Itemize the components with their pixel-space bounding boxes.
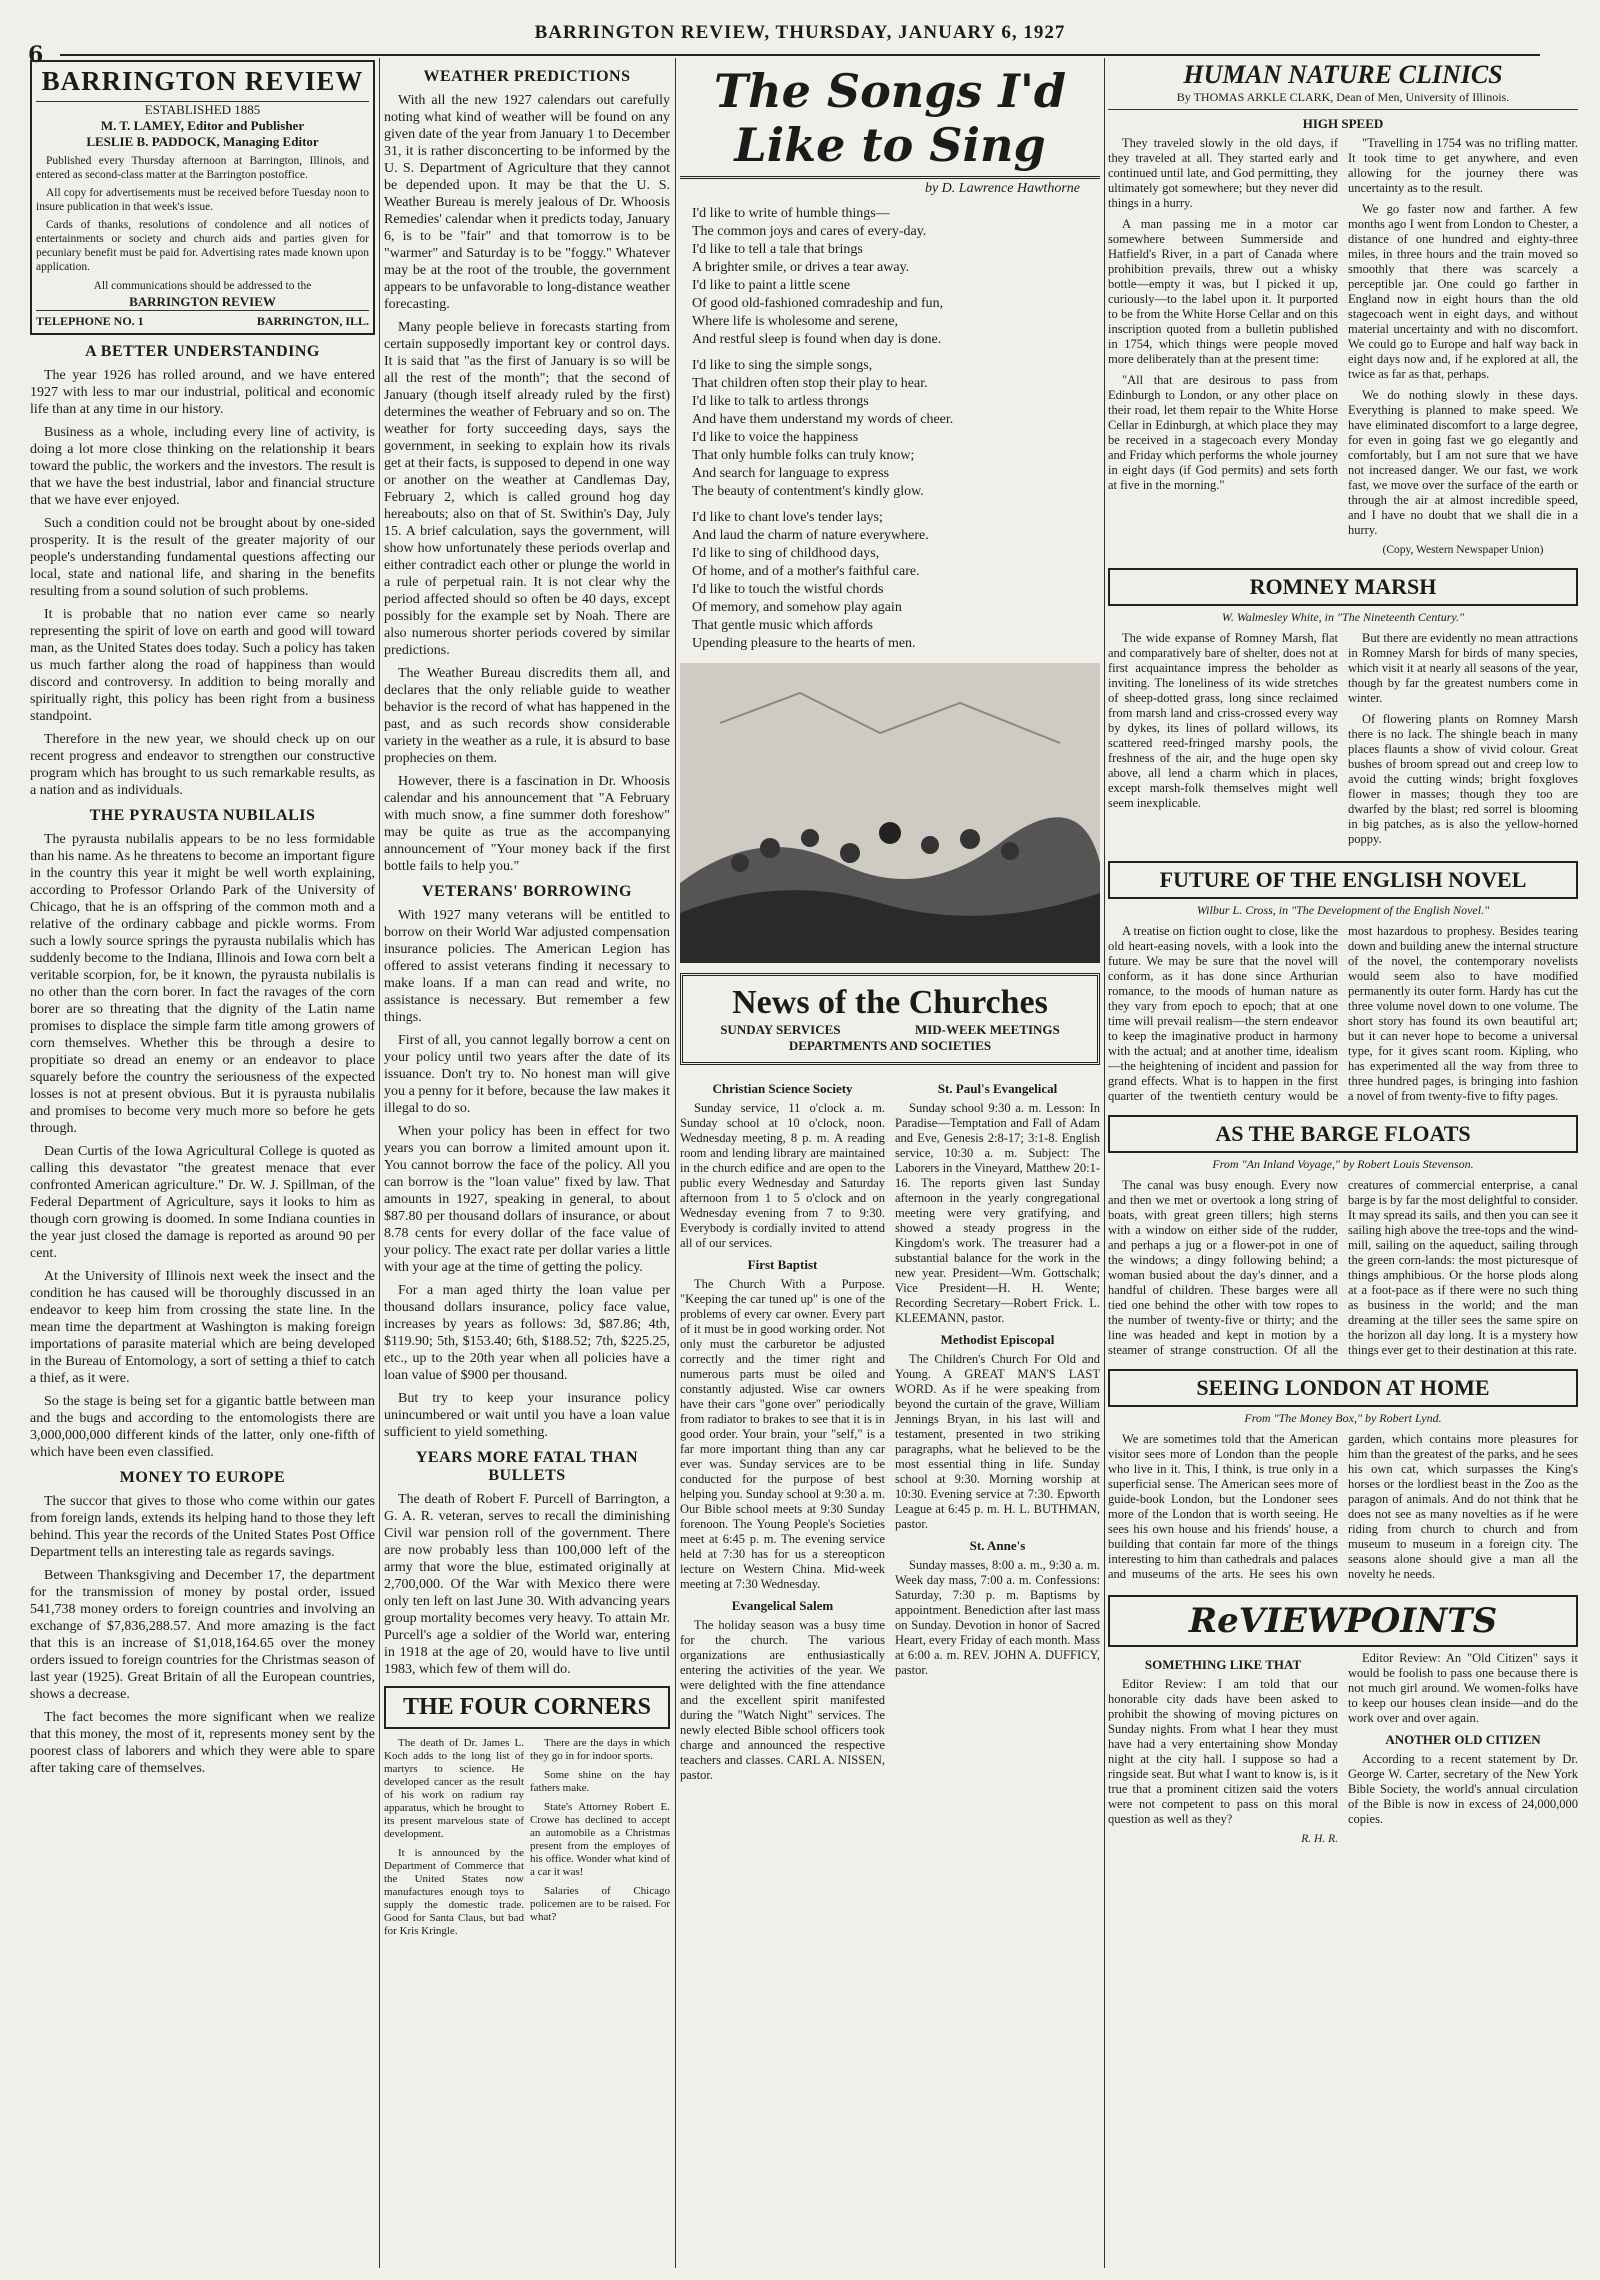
paragraph: A treatise on fiction ought to close, like the old heart-easing novels, with a look into the future. We may be sure that the novel will conform, as it has done since Arthurian romance, to the moods of human nature as they vary from epoch to epoch; that at one time will prevail realism—the stern endeavor to keep the imaginative product in harmony with the actual; and at another time, idealism—the heightening of incident and passion for grand effects. What is to happen in the first quarter of the twentieth century would be most hazardous to prophesy. Besides tearing down and building anew the internal structure of the novel, the contemporary novelists would seem also to have modified permanently its outer form. Hardy has cut the three volume novel down to one volume. The short story has found its own beautiful art; but it can never hope to become a universal type, for it gives scant room. Kipling, who has experimented all the way from three to three hundred pages, is bringing into fashion a novel of from twenty-five to fifty pages. <box>1108 924 1578 1103</box>
paragraph: The succor that gives to those who come within our gates from foreign lands, extends its helping hand to those they left behind. This year the records of the United States Post Office Department tells an interesting tale as regards savings. <box>30 1494 375 1560</box>
money-to-europe-article <box>30 1493 375 1777</box>
songs-title: The Songs I'd Like to Sing <box>680 60 1100 179</box>
column-rule <box>675 58 676 2268</box>
paragraph: There are the days in which they go in for indoor sports. <box>530 1737 670 1762</box>
paragraph: "All that are desirous to pass from Edinburgh to London, or any other place on their road, let them repair to the White Horse Cellar in Edinburgh, at which place they may be received in a stagecoach every Monday and Friday which performs the whole journey in eight days (if God permits) and sets forth at five in the morning." <box>1108 373 1338 492</box>
poem-line: I'd like to chant love's tender lays; <box>692 510 883 525</box>
paragraph: It is probable that no nation ever came so nearly representing the spirit of love on earth and good will toward man, as the United States does today. Such a policy has taken us much farther along the road of happiness than would discord and controversy. In addition to being morally and spiritually right, this policy has been right from a business standpoint. <box>30 607 375 724</box>
poem <box>680 205 1100 653</box>
editor-line: M. T. LAMEY, Editor and Publisher <box>100 118 305 133</box>
mid-week-label: MID-WEEK MEETINGS <box>914 1022 1060 1037</box>
column-4 <box>1108 60 1578 2270</box>
barge-source: From "An Inland Voyage," by Robert Louis Stevenson. <box>1212 1157 1474 1171</box>
news-subtitles <box>683 1022 1097 1038</box>
pyrausta-title: THE PYRAUSTA NUBILALIS <box>89 807 316 824</box>
better-understanding-title: A BETTER UNDERSTANDING <box>85 343 320 360</box>
publication-notice: Published every Thursday afternoon at Barrington, Illinois, and entered as second-class matter at the Barrington postoffice. <box>36 155 369 181</box>
stanza <box>680 509 1100 653</box>
novel-article <box>1108 924 1578 1107</box>
songs-byline: by D. Lawrence Hawthorne <box>924 181 1080 196</box>
four-corners-items <box>384 1737 670 1944</box>
church-heading: Evangelical Salem <box>731 1598 834 1613</box>
paragraph: However, there is a fascination in Dr. Whoosis calendar and his announcement that "A February with much snow, a fine summer doth foreshow" may be quite as true as the accompanying announcement of "Your money back if the first bottle fails to help you." <box>384 774 670 874</box>
barge-article <box>1108 1178 1578 1361</box>
poem-line: I'd like to talk to artless throngs <box>692 394 869 409</box>
poem-line: I'd like to sing of childhood days, <box>692 546 880 561</box>
church-text: Sunday school 9:30 a. m. Lesson: In Paradise—Temptation and Fall of Adam and Eve, Genesis 2:8-17; 3:1-8. English service, 10:30 a. m. Subject: The Laborers in the Vineyard, Matthew 20:1-16. The reports given last Sunday afternoon in the yearly congregational meeting were very gratifying, and showed a steady progress in the Kingdom's work. The treasurer had a substantial balance for the work in the new year. President—Wm. Gottschalk; Vice President—H. H. Wente; Recording Secretary—Robert Frick. L. KLEEMANN, pastor. <box>895 1101 1100 1325</box>
paragraph: The wide expanse of Romney Marsh, flat and comparatively bare of shelter, does not at first acquaintance impress the beholder as inviting. The loneliness of its wide stretches of sheep-dotted grass, long since reclaimed from marsh land and criss-crossed every way by dykes, its lines of pollard willows, its scattered reed-fringed marshy pools, the freshness of the air, and the huge open sky above, all lend a charm which in places, except marsh-folk themselves might well seem inexplicable. <box>1108 631 1338 810</box>
church-notices <box>680 1075 1100 1789</box>
letter-heading: SOMETHING LIKE THAT <box>1144 1657 1302 1672</box>
managing-editor-line: LESLIE B. PADDOCK, Managing Editor <box>86 134 319 149</box>
poem-line: Of memory, and somehow play again <box>692 600 902 615</box>
church-text: The Children's Church For Old and Young. A GREAT MAN'S LAST WORD. As if he were speaking from beyond the curtain of the grave, William Jennings Bryan, in his last will and testament, presented in two striking paragraphs, what he believed to be the most essential thing in life. Sunday school at 9:30. Morning worship at 10:30. Evening service at 7:30. Epworth League at 6:45 p. m. H. L. BUTHMAN, pastor. <box>895 1352 1100 1531</box>
running-head: BARRINGTON REVIEW, THURSDAY, JANUARY 6, 1927 <box>534 22 1066 43</box>
church-heading: St. Anne's <box>969 1538 1026 1553</box>
paragraph: At the University of Illinois next week the insect and the condition he has caused will be thoroughly discussed in an endeavor to keep him from crossing the state line. In the mean time the department at Washington is making foreign importations of parasite material which are being developed in the Bureau of Entomology, a sort of setting a thief to catch a thief, as it were. <box>30 1269 375 1386</box>
telephone: TELEPHONE NO. 1 <box>36 314 144 328</box>
church-notices-right <box>895 1075 1100 1789</box>
paragraph: Therefore in the new year, we should check up on our recent progress and endeavor to strengthen our constructive program which has brought to us such remarkable results, as a nation and as individuals. <box>30 732 375 798</box>
page-number: 6 <box>28 42 44 68</box>
high-speed-article <box>1108 136 1578 560</box>
romney-source: W. Walmesley White, in "The Nineteenth Century." <box>1221 610 1465 624</box>
church-heading: Methodist Episcopal <box>940 1332 1055 1347</box>
poem-line: Upending pleasure to the hearts of men. <box>692 636 916 651</box>
paragraph: The death of Robert F. Purcell of Barrington, a G. A. R. veteran, serves to recall the diminishing Civil war pension roll of the government. There are now probably less than 100,000 left of the army that wore the blue, estimated originally at 2,700,000. Of the War with Mexico there were only ten left on last June 30. With advancing years group mortality becomes very heavy. To attain Mr. Purcell's age a soldier of the World war, entering in 1918 at the age of 20, would have to live until 1983, which few of them will do. <box>384 1492 670 1677</box>
masthead-title: BARRINGTON REVIEW <box>36 66 369 102</box>
poem-line: I'd like to write of humble things— <box>692 206 890 221</box>
church-heading: St. Paul's Evangelical <box>937 1081 1058 1096</box>
four-corners-title: THE FOUR CORNERS <box>384 1686 670 1729</box>
paragraph: The canal was busy enough. Every now and then we met or overtook a long string of boats, with great green tillers; high sterns with a window on either side of the rudder, and perhaps a jug or a flower-pot in one of the windows; a dingy following behind; a woman busied about the day's dinner, and a handful of children. These barges were all tied one behind the other with tow ropes to the number of twenty-five or thirty; and the line was headed and kept in motion by a steamer of strange construction. Of all the creatures of commercial enterprise, a canal barge is by far the most delightful to consider. It may spread its sails, and then you can see it sailing high above the tree-tops and the wind-mill, sailing on the aqueduct, sailing through the green corn-lands: the most picturesque of things amphibious. Or the horse plods along at a foot-pace as if there were no such thing as business in the world; and the man dreaming at the tiller sees the same spire on the horizon all day long. It is a mystery how things ever get to their destination at this rate. <box>1108 1178 1578 1357</box>
money-to-europe-title: MONEY TO EUROPE <box>119 1469 286 1486</box>
paragraph: The year 1926 has rolled around, and we have entered 1927 with less to mar our industrial, political and economic life than at any time in our history. <box>30 368 375 417</box>
paragraph: We go faster now and farther. A few months ago I went from London to Chester, a distance of one hundred and eighty-three miles, in three hours and the train moved so smoothly that there was scarcely a perceptible jar. One could go farther in England now in eight hours than the old stagecoach went in eight days, and without material uncertainty and with no discomfort. We could go to Europe and half way back in eight days now and, if he explored at all, the twice as far as that, perhaps. <box>1348 202 1578 381</box>
paragraph: When your policy has been in effect for two years you can borrow a limited amount upon it. You cannot borrow the face of the policy. All you can borrow is the "loan value" fixed by law. That amounts in 1927, speaking in general, to about $87.80 per thousand dollars of insurance, or about 8.78 cents for every dollar of the face value of your policy. The exact rate per dollar varies a little with your age at the time of getting the policy. <box>384 1124 670 1275</box>
poem-line: The common joys and cares of every-day. <box>692 224 927 239</box>
poem-line: And restful sleep is found when day is done. <box>692 332 942 347</box>
column-1 <box>30 60 375 2270</box>
poem-line: Where life is wholesome and serene, <box>692 314 899 329</box>
london-source: From "The Money Box," by Robert Lynd. <box>1244 1411 1442 1425</box>
pyrausta-article <box>30 831 375 1461</box>
paragraph: Of flowering plants on Romney Marsh there is no lack. The shingle beach in many places flaunts a show of vivid colour. Great bushes of broom spread out and creep low to avoid the cutting winds; bright foxgloves flower in masses; though they too are dwarfed by the blast; red sorrel is blooming in big patches, as is also the yellow-horned poppy. <box>1348 712 1578 846</box>
poem-line: I'd like to touch the wistful chords <box>692 582 884 597</box>
paragraph: The Weather Bureau discredits them all, and declares that the only reliable guide to weather behavior is the record of what has happened in the past, and as such records show considerable variety in the weather as a rule, it is absurd to base prophecies on them. <box>384 666 670 766</box>
copy-notice: All copy for advertisements must be received before Tuesday noon to insure publication in that week's issue. <box>36 187 369 213</box>
fatal-article <box>384 1491 670 1678</box>
masthead <box>30 60 375 335</box>
church-text: Sunday masses, 8:00 a. m., 9:30 a. m. Week day mass, 7:00 a. m. Confessions: Saturday, 7:30 p. m. Baptisms by appointment. Benediction after last mass on Sunday. Devotion in honor of Sacred Heart, every Friday of each month. Mass at 6:00 a. m. REV. JOHN A. DUFFICY, pastor. <box>895 1558 1100 1677</box>
paragraph: Between Thanksgiving and December 17, the department for the transmission of money by postal order, issued 541,738 money orders to foreign countries and involving an exchange of $7,836,288.57. And more amazing is the fact that this is an increase of $1,018,164.65 over the money orders issued to foreign countries for the Christmas season of last year (1925). Great Britain of all the European countries, shows a decrease. <box>30 1568 375 1702</box>
cards-notice: Cards of thanks, resolutions of condolence and all notices of entertainments or society and church aids and parties given for pecuniary benefit must be paid for. Advertising rates made known upon application. <box>36 219 369 273</box>
paragraph: We are sometimes told that the American visitor sees more of London than the people who live in it. This, I think, is true only in a superficial sense. The American sees more of guide-book London, but the Londoner sees more of the London that is worth seeing. He sees his own house and his friends' house, a building that contain far more of the things interesting to him than cathedrals and palaces and museums of the arts. He sees his own garden, which contains more pleasures for him than the greatest of the parks, and he sees his own cat, which surpasses the King's horses or the lordliest beast in the Zoo as the paragon of animals. And do not think that he does not see as many novelties as if he were riding from church to church and from museum to museum in a foreign city. The seasons alone should give a man all the novelty he needs. <box>1108 1432 1578 1581</box>
weather-title: WEATHER PREDICTIONS <box>423 68 631 85</box>
paragraph: A man passing me in a motor car somewhere between Summerside and Hatfield's River, in a part of Canada where prohibition prevails, threw out a whisky bottle—empty it was, but I picked it up, curiously—to the label upon it. It purported to be from the White Horse Cellar and on this inscription quoted from a bulletin published in 1754, which things were people moved more deliberately than at the present time: <box>1108 217 1338 366</box>
paragraph: We do nothing slowly in these days. Everything is planned to make speed. We have eliminated discomfort to a large degree, for even in going fast we go elegantly and comfortably, but I am not sure that we have not increased danger. We our fast, we work fast, we move over the surface of the earth or through the air at almost incredible speed, and I have no doubt that we shall die in a hurry. <box>1348 388 1578 537</box>
romney-marsh-title: ROMNEY MARSH <box>1108 568 1578 606</box>
paragraph: The pyrausta nubilalis appears to be no less formidable than his name. As he threatens to become an important figure in the country this year it might be well worth explaining, according to Professor Orlando Park of the University of Chicago, that he is an offspring of the common moth and a relative of the ordinary cabbage and pickle worms. From such a lowly source springs the pyrausta nubilalis which has suddenly become to the Indiana, Illinois and Iowa corn belt a veritable scorpion, for, be it known, the pyrausta nubilalis is no other than the corn borer. In fact the ravages of the corn borer are so threating that the dignity of the Latin name promises to displace the simple farm title among growers of corn themselves. Whether this be through a desire to propitiate so dread an enemy or an endeavor to place squarely before the country the seriousness of the expected losses is not at present obvious. But it is pyrausta nubilalis and promises to become very much more so before he gets through. <box>30 832 375 1136</box>
paragraph: But there are evidently no mean attractions in Romney Marsh for birds of many species, which visit it at nearly all seasons of the year, though by far the greatest numbers come in winter. <box>1348 631 1578 705</box>
church-heading: First Baptist <box>747 1257 818 1272</box>
poem-line: I'd like to paint a little scene <box>692 278 851 293</box>
letter-heading: ANOTHER OLD CITIZEN <box>1385 1732 1541 1747</box>
paragraph: Editor Review: An "Old Citizen" says it would be foolish to pass one because there is not much girl around. We women-folks have to keep our houses clean inside—and do the work over and over again. <box>1348 1651 1578 1725</box>
crowd-illustration <box>680 663 1100 963</box>
poem-line: Of home, and of a mother's faithful care. <box>692 564 920 579</box>
church-text: The holiday season was a busy time for the church. The various organizations are enthusiastically entering the activities of the year. We were delighted with the fine attendance and the excellent spirit manifested during the "Watch Night" services. The newly elected Bible school officers took charge and announced the respective teachers and classes. CARL A. NISSEN, pastor. <box>680 1618 885 1782</box>
copyright-line: (Copy, Western Newspaper Union) <box>1382 544 1544 556</box>
column-3 <box>680 60 1100 2270</box>
poem-line: That gentle music which affords <box>692 618 873 633</box>
poem-line: And search for language to express <box>692 466 890 481</box>
veterans-title: VETERANS' BORROWING <box>422 883 632 900</box>
poem-line: That only humble folks can truly know; <box>692 448 915 463</box>
paragraph: For a man aged thirty the loan value per thousand dollars insurance, policy face value, increases by years as follows: 3d, $87.86; 4th, $119.90; 5th, $153.40; 6th, $188.52; 7th, $225.25, etc., up to the 20th year when all policies have a loan value of $900 per thousand. <box>384 1283 670 1383</box>
letter-signature: R. H. R. <box>1301 1833 1338 1845</box>
poem-line: And have them understand my words of cheer. <box>692 412 954 427</box>
paragraph: Many people believe in forecasts starting from certain supposedly important key or control days. It is said that "as the first of January is so will be all the rest of the month"; that the second of January (though itself already ruled by the first) determines the weather of February and so on. The weather for forty succeeding days, says the government, in seeking to explain how its rivals get at their facts, is supposed to depend in one way or another on the weather at Candlemas Day, February 2, which is called ground hog day hereabouts; also on that of St. Swithin's Day, July 15. A brief calculation, says the government, will show how unfortunately these periods overlap and either contradict each other or plunge the world in a rule of perpetual rain. It is not clear why the period affected should so often be 40 days, except possibly for the example set by Noah. There are also numerous shorter periods covered by similar predictions. <box>384 320 670 658</box>
poem-line: Of good old-fashioned comradeship and fun, <box>692 296 944 311</box>
established-line: ESTABLISHED 1885 <box>144 102 261 117</box>
city: BARRINGTON, ILL. <box>256 314 369 328</box>
poem-line: I'd like to tell a tale that brings <box>692 242 863 257</box>
address-notice: All communications should be addressed to the <box>93 280 312 292</box>
paragraph: It is announced by the Department of Commerce that the United States now manufactures enough toys to supply the domestic trade. Good for Santa Claus, but bad for Kris Kringle. <box>384 1847 524 1937</box>
page-header <box>60 14 1540 56</box>
english-novel-title: FUTURE OF THE ENGLISH NOVEL <box>1108 861 1578 899</box>
paragraph: "Travelling in 1754 was no trifling matter. It took time to get anywhere, and even allowing for the journey there was uncertainty as to the result. <box>1348 136 1578 195</box>
veterans-article <box>384 907 670 1441</box>
paragraph: Some shine on the hay fathers make. <box>530 1769 670 1794</box>
news-of-churches-box <box>680 973 1100 1065</box>
paragraph: Dean Curtis of the Iowa Agricultural College is quoted as calling this devastator "the greatest menace that ever confronted American agriculture." Dr. W. J. Spillman, of the Federal Department of Agriculture, says it looks to him as though corn growing is doomed. In some Indiana counties in the year just closed the damage is reported as around 90 per cent. <box>30 1144 375 1261</box>
fatal-title: YEARS MORE FATAL THAN BULLETS <box>415 1449 639 1484</box>
weather-article <box>384 92 670 875</box>
better-understanding-article <box>30 367 375 799</box>
church-text: The Church With a Purpose. "Keeping the car tuned up" is one of the problems of every car owner. Every part of it must be in good working order. Not only must the carburetor be adjusted correctly and the timer right and numerous parts must be oiled and constantly adjusted. Wise car owners have their cars "gone over" periodically from radiator to brakes to see that it is in good order. Your brain, your "self," is a far more important thing than any car ever was. Sunday services are to be conducted for the purpose of best helping you. Sunday school at 9:30 a. m. Our Bible school meets at 9:30 Sunday forenoon. The Young People's Societies meet at 6:45 p. m. The evening service held at 7:30 has for us a stereopticon lecture on Western China. Mid-week meeting at 7:30 Wednesday. <box>680 1277 885 1591</box>
paragraph: The fact becomes the more significant when we realize that this money, the most of it, represents money sent by the poorest class of laborers and which they were able to spare after taking care of themselves. <box>30 1710 375 1776</box>
paragraph: The death of Dr. James L. Koch adds to the long list of martyrs to science. He developed cancer as the result of his work on radium ray apparatus, which he brought to its present marvelous state of development. <box>384 1737 524 1840</box>
paragraph: According to a recent statement by Dr. George W. Carter, secretary of the New York Bible Society, the world's annual circulation of the Bible is now in excess of 24,000,000 copies. <box>1348 1752 1578 1826</box>
poem-line: I'd like to voice the happiness <box>692 430 859 445</box>
high-speed-title: HIGH SPEED <box>1302 116 1384 131</box>
stanza <box>680 205 1100 349</box>
poem-line: The beauty of contentment's kindly glow. <box>692 484 924 499</box>
human-nature-title: HUMAN NATURE CLINICS <box>1183 60 1503 89</box>
news-title: News of the Churches <box>732 984 1048 1021</box>
poem-line: And laud the charm of nature everywhere. <box>692 528 929 543</box>
paragraph: With all the new 1927 calendars out carefully noting what kind of weather will be found on any given date of the year from January 1 to December 31, it is rather disconcerting to be informed by the U. S. Department of Agriculture that they cannot be depended upon. It may be that the U. S. Weather Bureau is merely jealous of Dr. Whoosis Remedies' calendar when it predicts today, January 6, is to be "fair" and that tomorrow is to be "warmer" and Saturday is to be "foggy." Whatever may be at the root of the trouble, the government appears to be unfavorable to long-distance weather forecasting. <box>384 93 670 312</box>
crowd-illustration-drawing <box>680 663 1100 963</box>
paragraph: First of all, you cannot legally borrow a cent on your policy until two years after the date of its issuance. Don't try to. No honest man will give you a penny for it before, because the law makes it illegal to do so. <box>384 1033 670 1116</box>
human-nature-byline: By THOMAS ARKLE CLARK, Dean of Men, University of Illinois. <box>1108 90 1578 110</box>
paragraph: Salaries of Chicago policemen are to be raised. For what? <box>530 1885 670 1923</box>
romney-article <box>1108 631 1578 853</box>
paragraph: Such a condition could not be brought about by one-sided prosperity. It is the result of the greater majority of our people's understanding fundamental questions affecting our local, state and national life, and sharing in the benefits resulting from a sound solution of such problems. <box>30 516 375 599</box>
poem-line: I'd like to sing the simple songs, <box>692 358 873 373</box>
stanza <box>680 357 1100 501</box>
column-rule <box>379 58 380 2268</box>
sunday-services-label: SUNDAY SERVICES <box>720 1022 841 1037</box>
column-rule <box>1104 58 1105 2268</box>
poem-line: That children often stop their play to hear. <box>692 376 928 391</box>
paragraph: State's Attorney Robert E. Crowe has declined to accept an automobile as a Christmas present from the employes of his office. Wonder what kind of a car it was! <box>530 1801 670 1878</box>
reviewpoints-letters <box>1108 1651 1578 1851</box>
paragraph: But try to keep your insurance policy unincumbered or wait until you have a loan value sufficient to yield something. <box>384 1391 670 1440</box>
paragraph: Business as a whole, including every line of activity, is doing a lot more close thinking on the relationship it bears toward the public, the workers and the investors. The result is that we have the best industrial, labor and financial structure that we have ever enjoyed. <box>30 425 375 508</box>
london-article <box>1108 1432 1578 1585</box>
poem-line: A brighter smile, or drives a tear away. <box>692 260 910 275</box>
reviewpoints-title: ReVIEWPOINTS <box>1108 1595 1578 1647</box>
paragraph: Editor Review: I am told that our honorable city dads have been asked to prohibit the showing of moving pictures on Sunday nights. From what I hear they must have had a very entertaining show Monday night at the city hall. I suppose so had a ringside seat. But what I want to know is, is it true that a prominent citizen said the voters were not competent to pass on this moral question as well as they? <box>1108 1677 1338 1826</box>
seeing-london-title: SEEING LONDON AT HOME <box>1108 1369 1578 1407</box>
paragraph: With 1927 many veterans will be entitled to borrow on their World War adjusted compensation insurance policies. The American Legion has offered to assist veterans finding it necessary to make loans. If a man can read and write, no assistance is necessary. But remember a few things. <box>384 908 670 1025</box>
telephone-line <box>36 310 369 329</box>
address-name: BARRINGTON REVIEW <box>129 294 276 309</box>
church-text: Sunday service, 11 o'clock a. m. Sunday school at 10 o'clock, noon. Wednesday meeting, 8 p. m. A reading room and lending library are maintained in the church edifice and are open to the public every Wednesday and Saturday afternoon from 1 to 5 o'clock and on Wednesday evening from 7 to 9:30. Everybody is cordially invited to attend all of our services. <box>680 1101 885 1250</box>
departments-label: DEPARTMENTS AND SOCIETIES <box>788 1038 992 1053</box>
paragraph: They traveled slowly in the old days, if they traveled at all. They started early and continued until late, and God permitting, they ultimately got somewhere; but they never did things in a hurry. <box>1108 136 1338 210</box>
barge-floats-title: AS THE BARGE FLOATS <box>1108 1115 1578 1153</box>
paragraph: So the stage is being set for a gigantic battle between man and the bugs and according to the entomologists there are 3,000,000,000 different kinds of the latter, only one-fifth of which have been even classified. <box>30 1394 375 1460</box>
novel-source: Wilbur L. Cross, in "The Development of the English Novel." <box>1196 903 1490 917</box>
church-notices-left <box>680 1075 885 1789</box>
column-2 <box>384 60 670 2270</box>
church-heading: Christian Science Society <box>712 1081 853 1096</box>
